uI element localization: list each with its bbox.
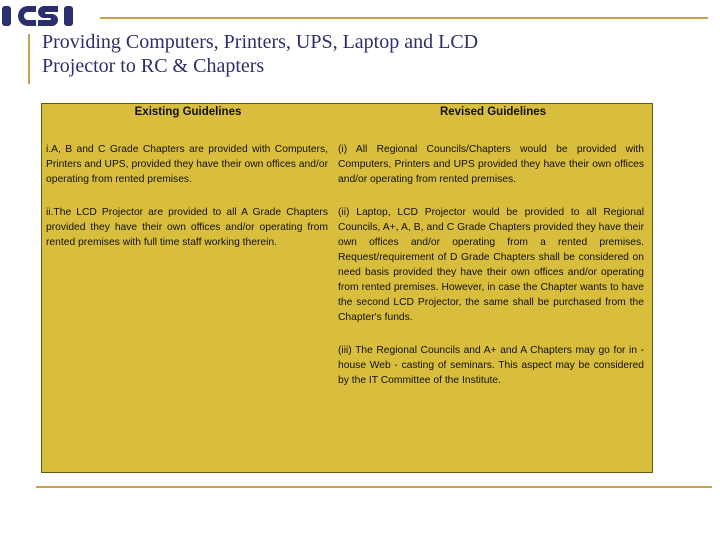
revised-guideline-3: (iii) The Regional Councils and A+ and A Chapters may go for in - house Web - casting of seminars. This aspect may be considered by the IT Committee of the Institute.	[338, 345, 644, 386]
header-rule	[100, 17, 708, 19]
revised-guidelines-header: Revised Guidelines	[439, 106, 547, 118]
page-title: Providing Computers, Printers, UPS, Laptop and LCD Projector to RC & Chapters	[42, 31, 479, 77]
existing-guideline-1: i.A, B and C Grade Chapters are provided with Computers, Printers and UPS, provided they have their own offices and/or operating from rented premises.	[46, 144, 328, 185]
revised-guideline-2: (ii) Laptop, LCD Projector would be provided to all Regional Councils, A+, A, B, and C Grade Chapters provided they have their own offices and/or operating from a rented premises. Request/requirement of D Grade Chapters shall be considered on need basis provided they have their own offices and/or operating from rented premises. However, in case the Chapter wants to have the second LCD Projector, the same shall be purchased from the Chapter's funds.	[338, 207, 644, 323]
existing-guideline-2: ii.The LCD Projector are provided to all A Grade Chapters provided they have their own offices and/or operating from rented premises with full time staff working therein.	[46, 207, 328, 248]
revised-guidelines-column	[338, 142, 644, 406]
title-accent-bar	[28, 34, 30, 84]
guidelines-table	[41, 103, 653, 473]
revised-guideline-1: (i) All Regional Councils/Chapters would be provided with Computers, Printers and UPS provided they have their own offices and/or operating from rented premises.	[338, 144, 644, 185]
existing-guidelines-column	[46, 142, 328, 268]
existing-guidelines-header: Existing Guidelines	[134, 106, 242, 118]
footer-rule	[36, 486, 712, 488]
icsi-logo	[0, 2, 100, 30]
